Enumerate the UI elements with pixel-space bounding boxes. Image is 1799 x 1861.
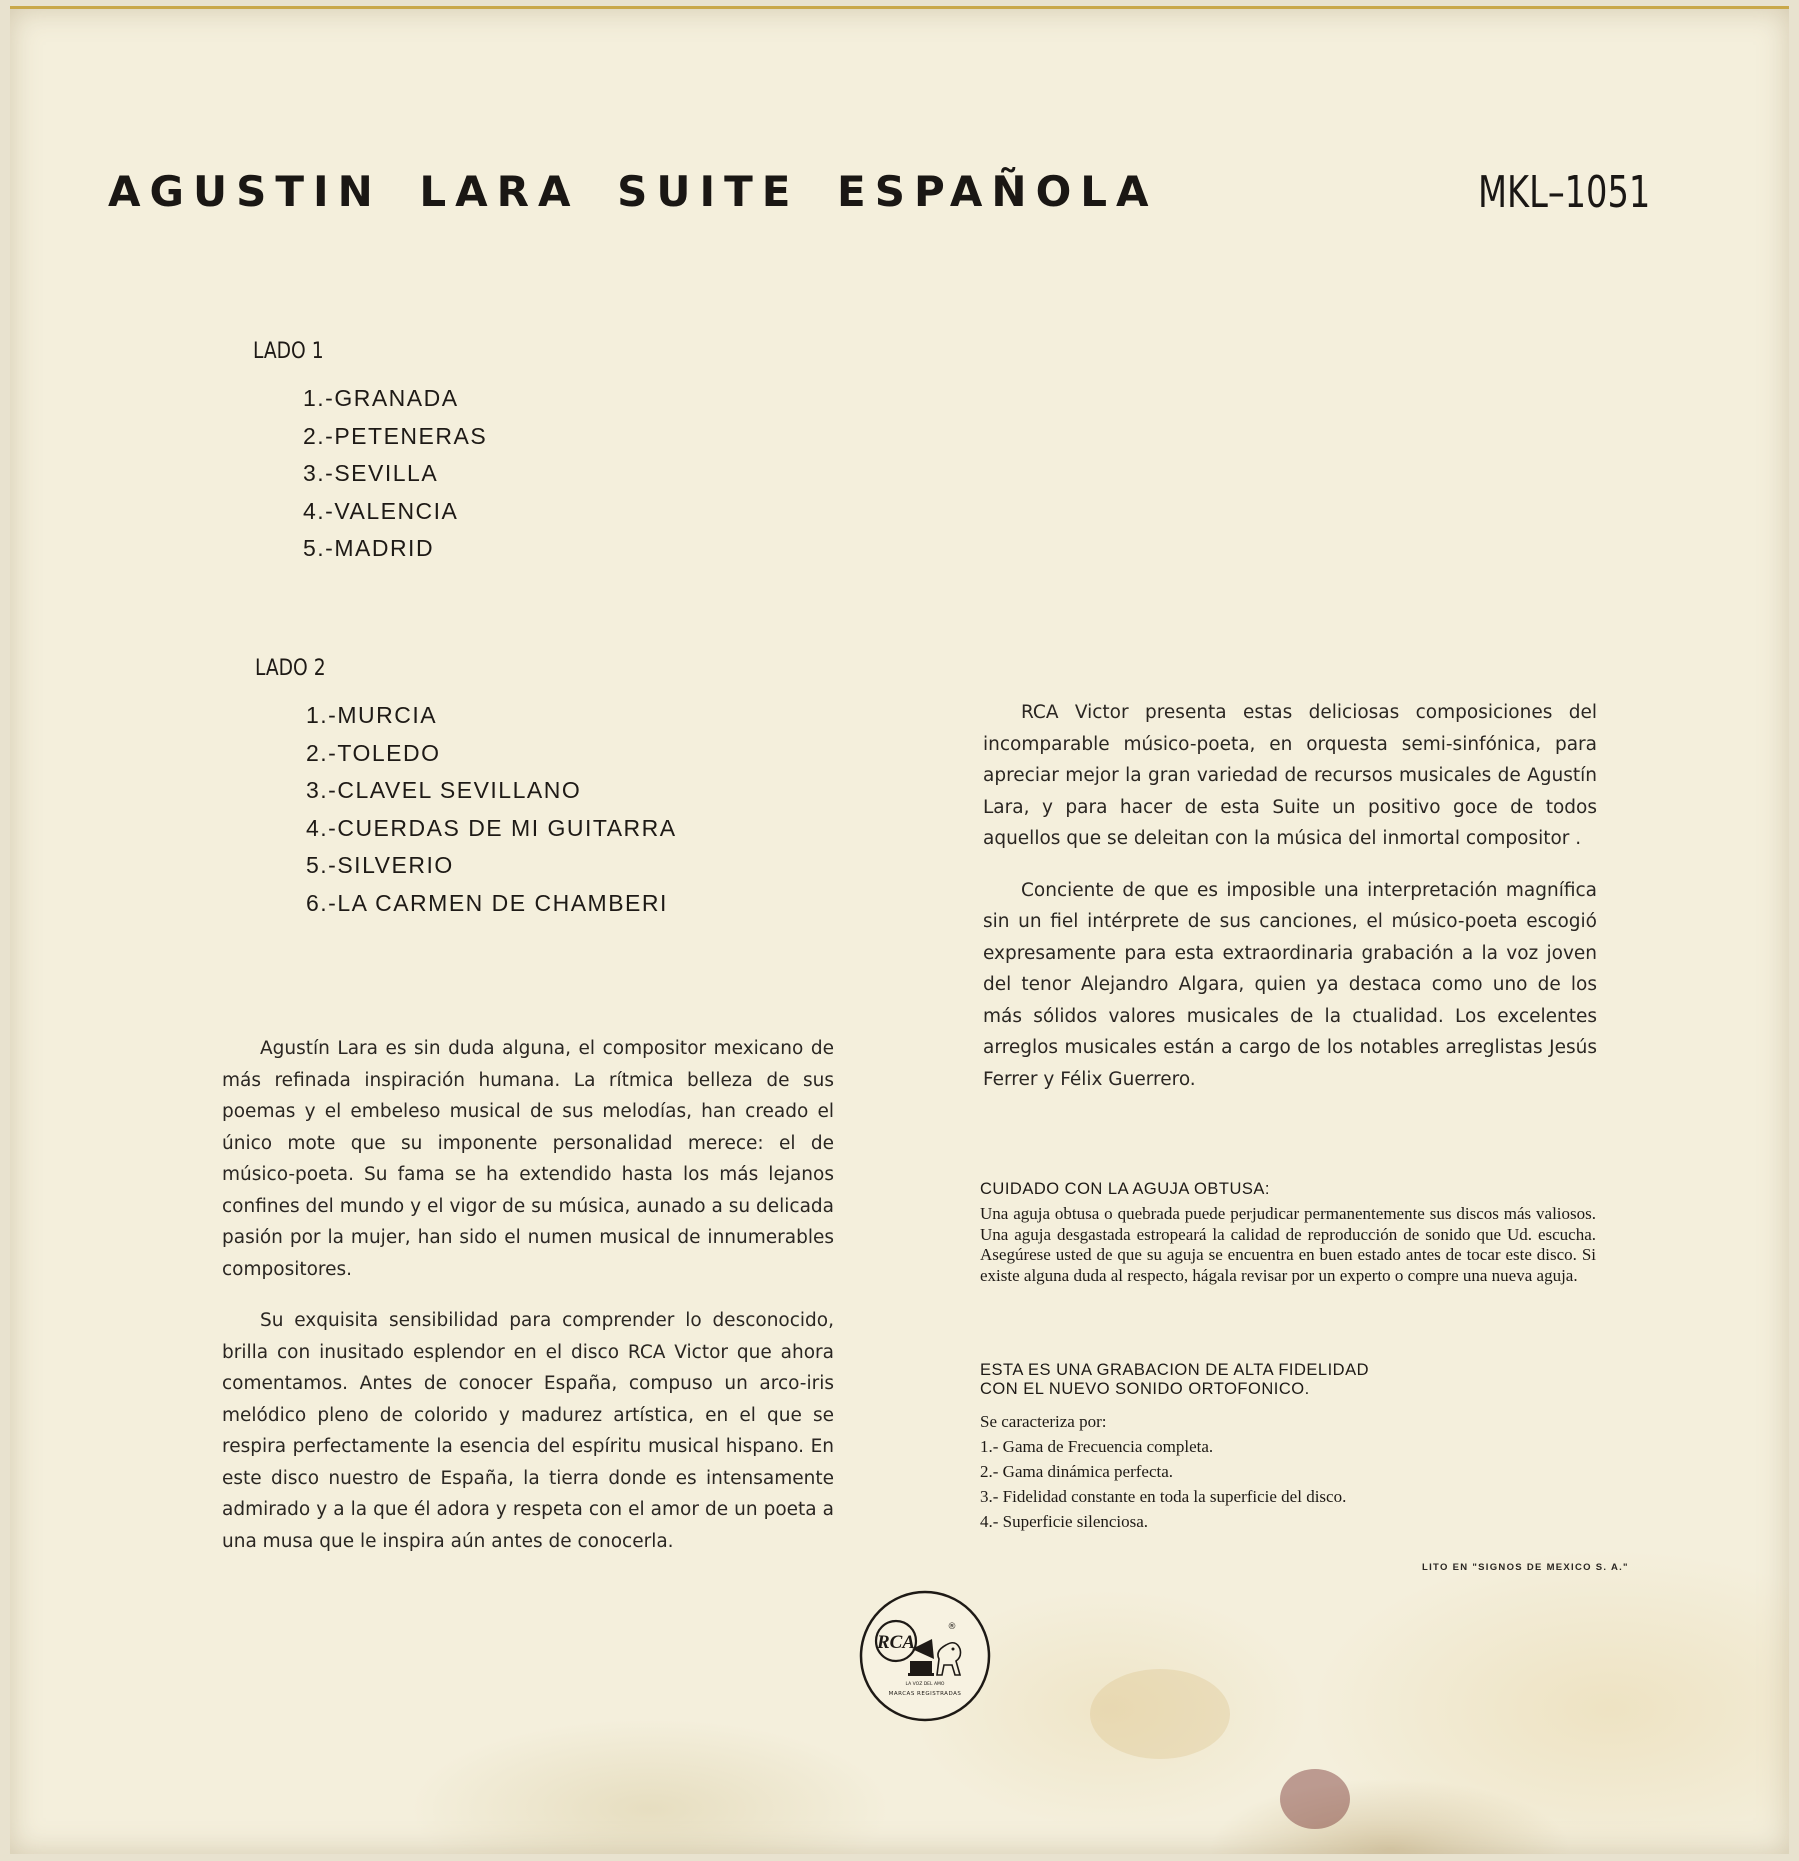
hifi-feature-list — [980, 1434, 1596, 1534]
hifi-feature: 4.- Superficie silenciosa. — [980, 1512, 1149, 1531]
track-item: 1.-GRANADA — [303, 385, 459, 411]
track-item: 3.-CLAVEL SEVILLANO — [306, 777, 582, 803]
track-item: 4.-CUERDAS DE MI GUITARRA — [306, 814, 677, 841]
track-item: 2.-PETENERAS — [303, 422, 488, 449]
side-2-tracklist — [306, 700, 677, 925]
track-item: 4.-VALENCIA — [303, 497, 459, 524]
side-2-heading: LADO 2 — [255, 656, 326, 681]
logo-trademark-text: MARCAS REGISTRADAS — [888, 1691, 962, 1697]
hifi-heading-line1: ESTA ES UNA GRABACION DE ALTA FIDELIDAD — [980, 1361, 1370, 1379]
stain — [1280, 1769, 1350, 1829]
track-item: 5.-MADRID — [303, 535, 435, 561]
side-1-heading: LADO 1 — [253, 339, 324, 364]
hifi-notice — [980, 1361, 1596, 1534]
track-item: 1.-MURCIA — [306, 702, 438, 728]
hifi-feature: 1.- Gama de Frecuencia completa. — [980, 1437, 1214, 1456]
hifi-intro: Se caracteriza por: — [980, 1412, 1107, 1431]
catalog-number: MKL–1051 — [1478, 167, 1651, 218]
side-1-tracklist — [303, 383, 487, 571]
logo-brand-text: RCA — [876, 1632, 916, 1653]
needle-notice-heading: CUIDADO CON LA AGUJA OBTUSA: — [980, 1180, 1270, 1198]
album-title: AGUSTIN LARA SUITE ESPAÑOLA — [108, 167, 1158, 216]
liner-notes-left — [222, 1033, 834, 1557]
liner-paragraph: Conciente de que es imposible una interpretación magnífica sin un fiel intérprete de sus canciones, el músico-poeta escogió expresamente para esta extraordinaria grabación a la voz joven del tenor Alejandro Algara, quien ya destaca como uno de los más sólidos valores musicales de la ctualidad. Los excelentes arreglos musicales están a cargo de los notables arreglistas Jesús Ferrer y Félix Guerrero. — [983, 879, 1597, 1090]
liner-paragraph: Su exquisita sensibilidad para comprender lo desconocido, brilla con inusitado esplendor en el disco RCA Victor que ahora comentamos. Antes de conocer España, compuso un arco-iris melódico pleno de colorido y madurez artística, en el que se respira perfectamente la esencia del espíritu musical hispano. En este disco nuestro de España, la tierra donde es intensamente admirado y a la que él adora y respeta con el amor de un poeta a una musa que le inspira aún antes de conocerla. — [222, 1310, 834, 1552]
stain — [1090, 1669, 1230, 1759]
printer-credit: LITO EN "SIGNOS DE MEXICO S. A." — [1422, 1562, 1629, 1573]
liner-paragraph: RCA Victor presenta estas deliciosas composiciones del incomparable músico-poeta, en orquesta semi-sinfónica, para apreciar mejor la gran variedad de recursos musicales de Agustín Lara, y para hacer de esta Suite un positivo goce de todos aquellos que se deleitan con la música del inmortal compositor . — [983, 702, 1597, 849]
hifi-heading-line2: CON EL NUEVO SONIDO ORTOFONICO. — [980, 1380, 1310, 1398]
rca-logo — [858, 1589, 992, 1723]
rca-seal-icon — [858, 1589, 992, 1723]
track-item: 3.-SEVILLA — [303, 460, 439, 486]
album-back-cover — [10, 6, 1789, 1854]
hifi-feature: 2.- Gama dinámica perfecta. — [980, 1462, 1174, 1481]
hifi-feature: 3.- Fidelidad constante en toda la superficie del disco. — [980, 1487, 1347, 1506]
needle-notice-text: Una aguja obtusa o quebrada puede perjudicar permanentemente sus discos más valiosos. Una aguja desgastada estropeará la calidad de reproducción de sonido que Ud. escucha. Asegúrese usted de que su aguja se encuentra en buen estado antes de tocar este disco. Si existe alguna duda al respecto, hágala revisar por un experto o compre una nueva aguja. — [980, 1204, 1596, 1285]
liner-paragraph: Agustín Lara es sin duda alguna, el compositor mexicano de más refinada inspiración humana. La rítmica belleza de sus poemas y el embeleso musical de sus melodías, han creado el único mote que su imponente personalidad merece: el de músico-poeta. Su fama se ha extendido hasta los más lejanos confines del mundo y el vigor de su música, aunado a su delicada pasión por la mujer, han sido el numen musical de innumerables compositores. — [222, 1038, 834, 1280]
track-item: 5.-SILVERIO — [306, 852, 454, 878]
track-item: 6.-LA CARMEN DE CHAMBERI — [306, 889, 668, 916]
track-item: 2.-TOLEDO — [306, 739, 441, 766]
registered-mark: ® — [947, 1622, 957, 1632]
needle-notice — [980, 1180, 1596, 1286]
logo-motto: LA VOZ DEL AMO — [905, 1682, 945, 1687]
liner-notes-right — [983, 697, 1597, 1095]
